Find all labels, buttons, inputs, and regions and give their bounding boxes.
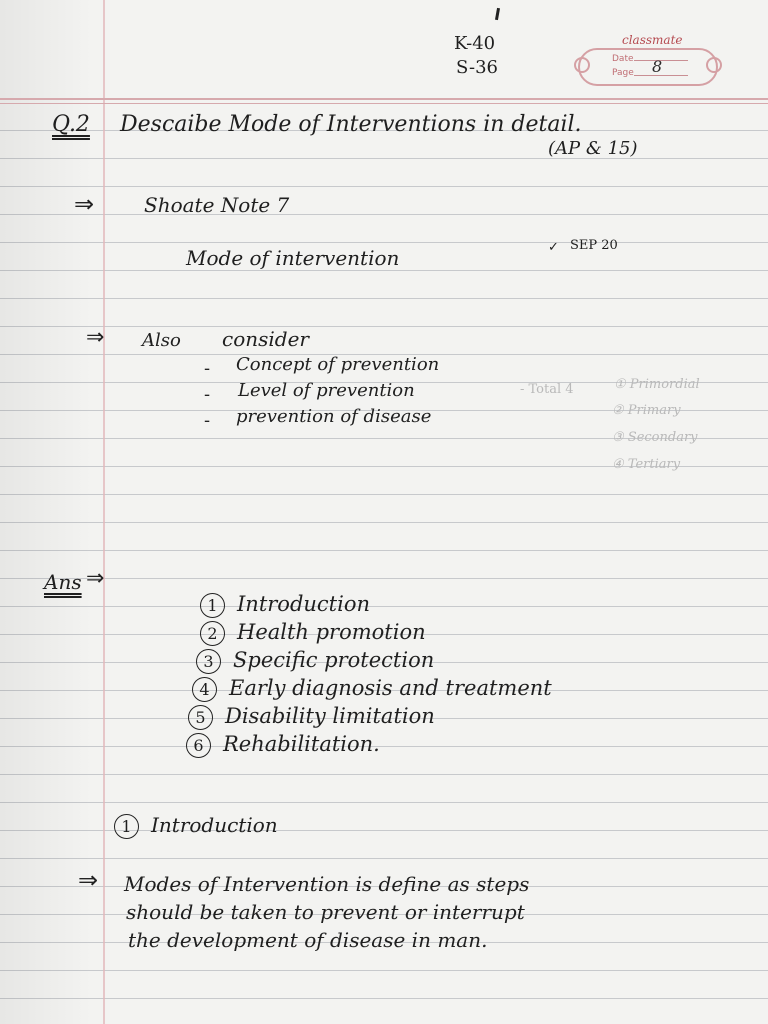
double-arrow-icon: ⇒ — [74, 190, 95, 218]
brand-logo: classmate — [622, 33, 683, 47]
circled-number: 1 — [200, 593, 225, 618]
header-rule-secondary — [0, 103, 768, 104]
total-note: - Total 4 — [520, 382, 574, 397]
dash-marker: - — [204, 358, 211, 379]
page-label: Page — [612, 68, 634, 78]
pencil-mark — [495, 8, 500, 20]
also-item-1: Concept of prevention — [236, 354, 440, 375]
also-item-3: prevention of disease — [236, 406, 432, 427]
answer-item — [196, 648, 434, 674]
answer-item — [188, 704, 435, 730]
answer-item — [186, 732, 380, 758]
faint-level-2: ② Primary — [612, 403, 681, 418]
header-rule — [0, 98, 768, 100]
circled-number: 4 — [192, 677, 217, 702]
answer-item-text: Specific protection — [233, 648, 435, 672]
capsule-left-dot — [574, 57, 590, 73]
question-number: Q.2 — [52, 112, 90, 137]
circled-number: 1 — [114, 814, 139, 839]
short-note-label: Shoate Note 7 — [144, 193, 290, 217]
faint-level-4: ④ Tertiary — [612, 457, 681, 472]
section-heading — [114, 813, 278, 839]
question-text: Descaibe Mode of Interventions in detail. — [120, 112, 582, 137]
double-arrow-icon: ⇒ — [86, 566, 105, 591]
answer-item — [192, 676, 552, 702]
check-icon: ✓ — [548, 240, 559, 255]
margin-line — [103, 0, 105, 1024]
code-k: K-40 — [454, 33, 496, 54]
question-reference: (AP & 15) — [548, 138, 638, 159]
double-arrow-icon: ⇒ — [86, 325, 105, 350]
faint-level-1: ① Primordial — [614, 377, 700, 392]
also-item-2: Level of prevention — [238, 380, 415, 401]
consider-heading: consider — [222, 327, 309, 351]
date-capsule — [578, 48, 718, 86]
short-note-date: SEP 20 — [570, 238, 618, 253]
circled-number: 3 — [196, 649, 221, 674]
answer-item — [200, 592, 370, 618]
answer-item-text: Introduction — [237, 592, 370, 616]
dash-marker: - — [204, 410, 211, 431]
answer-label: Ans — [44, 570, 82, 594]
answer-item-text: Health promotion — [237, 620, 426, 644]
definition-line-2: should be taken to prevent or interrupt — [126, 900, 525, 924]
answer-item-text: Rehabilitation. — [223, 732, 380, 756]
also-label: Also — [142, 330, 181, 351]
answer-item-text: Disability limitation — [225, 704, 435, 728]
answer-item-text: Early diagnosis and treatment — [229, 676, 552, 700]
definition-line-1: Modes of Intervention is define as steps — [124, 872, 530, 896]
circled-number: 2 — [200, 621, 225, 646]
faint-level-3: ③ Secondary — [612, 430, 698, 445]
classmate-date-box — [578, 33, 718, 85]
double-arrow-icon: ⇒ — [78, 866, 99, 894]
code-s: S-36 — [456, 57, 498, 78]
page-number: 8 — [652, 57, 663, 76]
circled-number: 6 — [186, 733, 211, 758]
dash-marker: - — [204, 384, 211, 405]
answer-item — [200, 620, 426, 646]
circled-number: 5 — [188, 705, 213, 730]
section-title: Introduction — [151, 813, 278, 837]
definition-line-3: the development of disease in man. — [128, 928, 488, 952]
date-label: Date — [612, 54, 634, 64]
capsule-right-dot — [706, 57, 722, 73]
short-note-topic: Mode of intervention — [186, 246, 400, 270]
